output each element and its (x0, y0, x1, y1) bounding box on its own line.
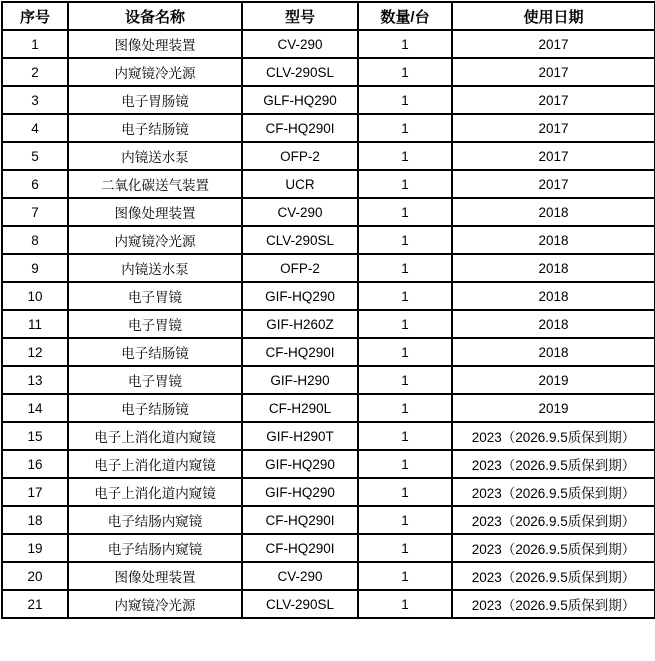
table-row (2, 506, 655, 534)
cell-serial: 3 (2, 86, 68, 114)
table-row (2, 590, 655, 618)
table-row (2, 422, 655, 450)
cell-model: CLV-290SL (242, 226, 358, 254)
cell-serial: 19 (2, 534, 68, 562)
cell-usage-date: 2023（2026.9.5质保到期） (452, 478, 655, 506)
cell-device-name: 电子上消化道内窥镜 (68, 478, 242, 506)
cell-quantity: 1 (358, 506, 452, 534)
cell-quantity: 1 (358, 562, 452, 590)
cell-quantity: 1 (358, 394, 452, 422)
cell-usage-date: 2017 (452, 30, 655, 58)
table-body (2, 30, 655, 618)
table-row (2, 170, 655, 198)
cell-model: GIF-HQ290 (242, 282, 358, 310)
cell-model: CLV-290SL (242, 590, 358, 618)
cell-quantity: 1 (358, 142, 452, 170)
table-row (2, 58, 655, 86)
cell-device-name: 电子胃镜 (68, 366, 242, 394)
cell-serial: 5 (2, 142, 68, 170)
cell-serial: 21 (2, 590, 68, 618)
cell-model: CF-HQ290I (242, 506, 358, 534)
cell-usage-date: 2018 (452, 282, 655, 310)
cell-device-name: 内窥镜冷光源 (68, 590, 242, 618)
cell-usage-date: 2018 (452, 338, 655, 366)
cell-usage-date: 2023（2026.9.5质保到期） (452, 534, 655, 562)
cell-usage-date: 2018 (452, 254, 655, 282)
header-serial: 序号 (2, 2, 68, 30)
cell-serial: 13 (2, 366, 68, 394)
table-row (2, 562, 655, 590)
table-row (2, 254, 655, 282)
cell-device-name: 内窥镜冷光源 (68, 226, 242, 254)
cell-quantity: 1 (358, 422, 452, 450)
table-row (2, 198, 655, 226)
table-row (2, 114, 655, 142)
table-row (2, 450, 655, 478)
table-row (2, 226, 655, 254)
cell-serial: 12 (2, 338, 68, 366)
cell-quantity: 1 (358, 310, 452, 338)
cell-usage-date: 2017 (452, 142, 655, 170)
cell-serial: 15 (2, 422, 68, 450)
cell-quantity: 1 (358, 226, 452, 254)
cell-device-name: 电子胃镜 (68, 310, 242, 338)
header-model: 型号 (242, 2, 358, 30)
cell-usage-date: 2023（2026.9.5质保到期） (452, 422, 655, 450)
cell-device-name: 图像处理装置 (68, 198, 242, 226)
cell-device-name: 电子结肠内窥镜 (68, 506, 242, 534)
table-row (2, 534, 655, 562)
cell-model: GIF-H290T (242, 422, 358, 450)
cell-model: UCR (242, 170, 358, 198)
cell-model: CF-H290L (242, 394, 358, 422)
cell-serial: 9 (2, 254, 68, 282)
table-row (2, 282, 655, 310)
cell-serial: 6 (2, 170, 68, 198)
table-row (2, 478, 655, 506)
cell-quantity: 1 (358, 30, 452, 58)
cell-quantity: 1 (358, 478, 452, 506)
cell-model: GIF-HQ290 (242, 478, 358, 506)
cell-model: CF-HQ290I (242, 338, 358, 366)
header-quantity: 数量/台 (358, 2, 452, 30)
cell-usage-date: 2019 (452, 366, 655, 394)
table-row (2, 338, 655, 366)
cell-quantity: 1 (358, 58, 452, 86)
table-row (2, 86, 655, 114)
cell-device-name: 电子胃肠镜 (68, 86, 242, 114)
cell-usage-date: 2019 (452, 394, 655, 422)
cell-device-name: 二氧化碳送气装置 (68, 170, 242, 198)
cell-model: CV-290 (242, 562, 358, 590)
cell-serial: 8 (2, 226, 68, 254)
cell-quantity: 1 (358, 338, 452, 366)
cell-serial: 16 (2, 450, 68, 478)
cell-serial: 7 (2, 198, 68, 226)
header-usage-date: 使用日期 (452, 2, 655, 30)
cell-device-name: 电子结肠内窥镜 (68, 534, 242, 562)
cell-device-name: 内镜送水泵 (68, 254, 242, 282)
table-row (2, 394, 655, 422)
cell-serial: 11 (2, 310, 68, 338)
cell-quantity: 1 (358, 198, 452, 226)
cell-device-name: 电子结肠镜 (68, 394, 242, 422)
cell-model: GIF-HQ290 (242, 450, 358, 478)
cell-quantity: 1 (358, 170, 452, 198)
cell-model: CLV-290SL (242, 58, 358, 86)
cell-quantity: 1 (358, 282, 452, 310)
cell-quantity: 1 (358, 534, 452, 562)
cell-model: CF-HQ290I (242, 114, 358, 142)
cell-serial: 14 (2, 394, 68, 422)
cell-usage-date: 2018 (452, 198, 655, 226)
table-row (2, 30, 655, 58)
cell-quantity: 1 (358, 114, 452, 142)
cell-usage-date: 2023（2026.9.5质保到期） (452, 450, 655, 478)
cell-device-name: 电子上消化道内窥镜 (68, 450, 242, 478)
cell-usage-date: 2018 (452, 310, 655, 338)
cell-usage-date: 2017 (452, 114, 655, 142)
cell-model: GLF-HQ290 (242, 86, 358, 114)
table-header-row (2, 2, 655, 30)
cell-usage-date: 2017 (452, 170, 655, 198)
cell-quantity: 1 (358, 590, 452, 618)
cell-serial: 4 (2, 114, 68, 142)
cell-device-name: 电子结肠镜 (68, 338, 242, 366)
cell-usage-date: 2017 (452, 58, 655, 86)
cell-device-name: 电子结肠镜 (68, 114, 242, 142)
cell-serial: 2 (2, 58, 68, 86)
equipment-table (1, 1, 655, 619)
cell-model: OFP-2 (242, 254, 358, 282)
header-device-name: 设备名称 (68, 2, 242, 30)
cell-device-name: 内窥镜冷光源 (68, 58, 242, 86)
cell-device-name: 内镜送水泵 (68, 142, 242, 170)
document-page (0, 1, 655, 661)
cell-device-name: 图像处理装置 (68, 562, 242, 590)
cell-model: CV-290 (242, 198, 358, 226)
table-row (2, 142, 655, 170)
table-row (2, 366, 655, 394)
cell-model: OFP-2 (242, 142, 358, 170)
cell-quantity: 1 (358, 86, 452, 114)
cell-device-name: 电子上消化道内窥镜 (68, 422, 242, 450)
cell-model: GIF-H260Z (242, 310, 358, 338)
cell-usage-date: 2023（2026.9.5质保到期） (452, 506, 655, 534)
cell-model: GIF-H290 (242, 366, 358, 394)
cell-usage-date: 2023（2026.9.5质保到期） (452, 562, 655, 590)
cell-model: CV-290 (242, 30, 358, 58)
cell-serial: 1 (2, 30, 68, 58)
cell-serial: 18 (2, 506, 68, 534)
cell-device-name: 电子胃镜 (68, 282, 242, 310)
cell-serial: 17 (2, 478, 68, 506)
cell-serial: 10 (2, 282, 68, 310)
cell-quantity: 1 (358, 254, 452, 282)
cell-serial: 20 (2, 562, 68, 590)
cell-device-name: 图像处理装置 (68, 30, 242, 58)
cell-model: CF-HQ290I (242, 534, 358, 562)
cell-usage-date: 2017 (452, 86, 655, 114)
cell-quantity: 1 (358, 450, 452, 478)
cell-usage-date: 2023（2026.9.5质保到期） (452, 590, 655, 618)
cell-quantity: 1 (358, 366, 452, 394)
cell-usage-date: 2018 (452, 226, 655, 254)
table-row (2, 310, 655, 338)
